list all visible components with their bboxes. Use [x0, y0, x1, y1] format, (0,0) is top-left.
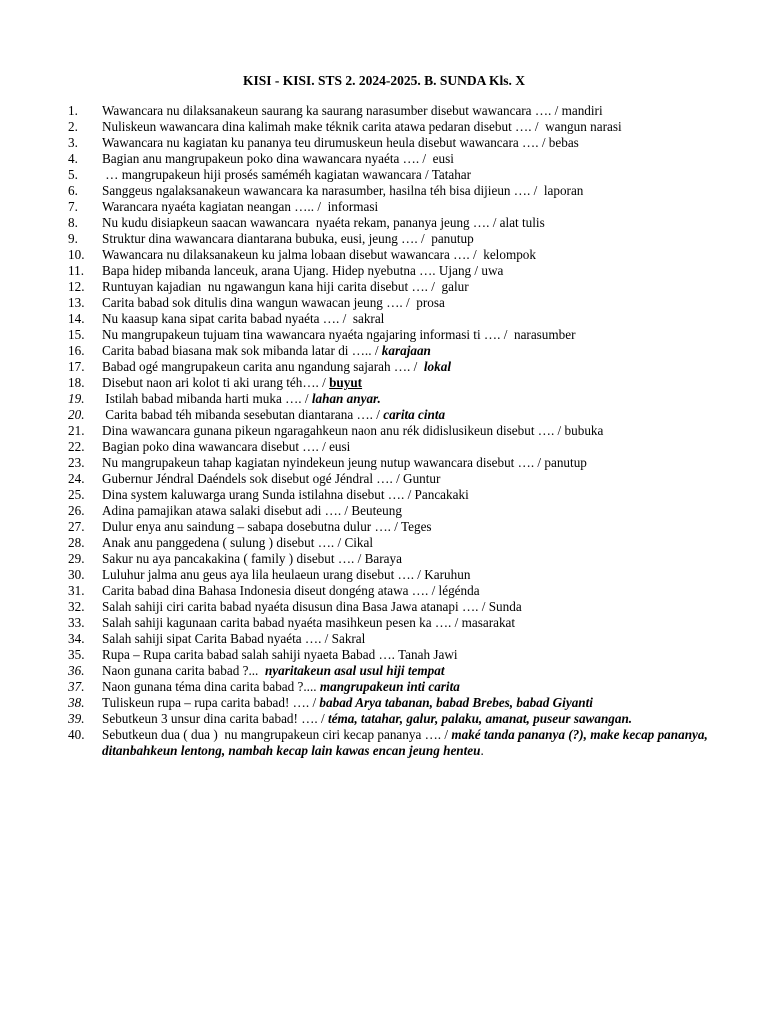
question-item	[0, 535, 768, 551]
question-item	[0, 663, 768, 679]
question-number: 10.	[68, 247, 85, 262]
question-item	[0, 375, 768, 391]
question-answer: prosa	[416, 295, 445, 310]
question-number: 39.	[68, 711, 85, 726]
question-number: 2.	[68, 119, 78, 134]
question-number: 22.	[68, 439, 85, 454]
question-text: Dulur enya anu saindung – sabapa dosebutna dulur …. /	[102, 519, 401, 534]
question-answer: bebas	[548, 135, 579, 150]
question-answer: galur	[441, 279, 469, 294]
question-number: 9.	[68, 231, 78, 246]
question-item	[0, 647, 768, 663]
question-text: Dina system kaluwarga urang Sunda istilahna disebut …. /	[102, 487, 415, 502]
question-item	[0, 471, 768, 487]
question-answer: babad Arya tabanan, babad Brebes, babad Giyanti	[319, 695, 593, 710]
question-answer: karajaan	[381, 343, 431, 358]
question-text: Naon gunana téma dina carita babad ?....	[102, 679, 320, 694]
question-answer: eusi	[329, 439, 351, 454]
question-text: Carita babad dina Bahasa Indonesia diseut dongéng atawa …. /	[102, 583, 439, 598]
question-text: Wawancara nu dilaksanakeun ku jalma lobaan disebut wawancara …. /	[102, 247, 484, 262]
question-answer: sakral	[352, 311, 385, 326]
question-number: 28.	[68, 535, 85, 550]
question-number: 23.	[68, 455, 85, 470]
question-answer: Pancakaki	[414, 487, 469, 502]
question-item	[0, 231, 768, 247]
question-item	[0, 711, 768, 727]
question-number: 13.	[68, 295, 85, 310]
question-text: Sebutkeun 3 unsur dina carita babad! …. /	[102, 711, 328, 726]
question-answer: téma, tatahar, galur, palaku, amanat, puseur sawangan.	[327, 711, 633, 726]
question-text: Sakur nu aya pancakakina ( family ) disebut …. /	[102, 551, 365, 566]
question-number: 16.	[68, 343, 85, 358]
question-answer: Baraya	[364, 551, 402, 566]
question-item	[0, 551, 768, 567]
question-answer: nyaritakeun asal usul hiji tempat	[264, 663, 445, 678]
question-item	[0, 519, 768, 535]
question-answer: lahan anyar.	[311, 391, 381, 406]
question-item	[0, 455, 768, 471]
question-number: 5.	[68, 167, 78, 182]
question-answer: Teges	[400, 519, 432, 534]
question-number: 18.	[68, 375, 85, 390]
question-number: 21.	[68, 423, 85, 438]
question-answer: mandiri	[561, 103, 603, 118]
question-number: 31.	[68, 583, 85, 598]
question-number: 33.	[68, 615, 85, 630]
question-answer: eusi	[432, 151, 454, 166]
question-answer: lokal	[423, 359, 451, 374]
question-number: 6.	[68, 183, 78, 198]
question-answer: Sakral	[331, 631, 366, 646]
question-item	[0, 279, 768, 295]
question-number: 26.	[68, 503, 85, 518]
question-item	[0, 695, 768, 711]
question-text: Gubernur Jéndral Daéndels sok disebut ogé Jéndral …. /	[102, 471, 404, 486]
question-answer: masarakat	[461, 615, 516, 630]
question-number: 38.	[68, 695, 85, 710]
question-text: Adina pamajikan atawa salaki disebut adi …. /	[102, 503, 352, 518]
question-number: 1.	[68, 103, 78, 118]
question-number: 35.	[68, 647, 85, 662]
question-answer: Tatahar	[431, 167, 472, 182]
question-item	[0, 119, 768, 135]
question-text: Nu kudu disiapkeun saacan wawancara nyaéta rekam, pananya jeung …. /	[102, 215, 500, 230]
question-item	[0, 599, 768, 615]
question-list	[0, 103, 768, 759]
question-text: Babad ogé mangrupakeun carita anu ngandung sajarah …. /	[102, 359, 424, 374]
question-text: Istilah babad mibanda harti muka …. /	[102, 391, 312, 406]
question-answer: panutup	[431, 231, 474, 246]
question-number: 25.	[68, 487, 85, 502]
question-item	[0, 247, 768, 263]
question-number: 34.	[68, 631, 85, 646]
question-number: 15.	[68, 327, 85, 342]
question-text: Nu mangrupakeun tahap kagiatan nyindekeun jeung nutup wawancara disebut …. /	[102, 455, 545, 470]
question-item	[0, 487, 768, 503]
question-item	[0, 199, 768, 215]
question-text: Struktur dina wawancara diantarana bubuka, eusi, jeung …. /	[102, 231, 432, 246]
question-number: 4.	[68, 151, 78, 166]
question-text: Sanggeus ngalaksanakeun wawancara ka narasumber, hasilna téh bisa dijieun …. /	[102, 183, 544, 198]
question-item	[0, 343, 768, 359]
question-item	[0, 135, 768, 151]
question-text: Wawancara nu dilaksanakeun saurang ka saurang narasumber disebut wawancara …. /	[102, 103, 562, 118]
question-text: Luluhur jalma anu geus aya lila heulaeun urang disebut …. /	[102, 567, 425, 582]
question-text: Carita babad téh mibanda sesebutan diantarana …. /	[102, 407, 384, 422]
question-item	[0, 423, 768, 439]
question-text: Wawancara nu kagiatan ku pananya teu dirumuskeun heula disebut wawancara …. /	[102, 135, 549, 150]
question-text: Tuliskeun rupa – rupa carita babad! …. /	[102, 695, 320, 710]
question-answer: mangrupakeun inti carita	[319, 679, 460, 694]
question-item	[0, 567, 768, 583]
question-item	[0, 727, 768, 759]
question-tail: .	[480, 743, 484, 758]
question-item	[0, 407, 768, 423]
question-number: 3.	[68, 135, 78, 150]
question-answer: Sunda	[488, 599, 522, 614]
question-number: 32.	[68, 599, 85, 614]
question-text: Warancara nyaéta kagiatan neangan ….. /	[102, 199, 328, 214]
question-answer: Guntur	[403, 471, 441, 486]
question-text: Salah sahiji kagunaan carita babad nyaéta masihkeun pesen ka …. /	[102, 615, 462, 630]
question-answer: Tanah Jawi	[398, 647, 458, 662]
question-answer: laporan	[543, 183, 584, 198]
question-answer: narasumber	[513, 327, 576, 342]
question-answer: informasi	[327, 199, 379, 214]
question-text: Bagian poko dina wawancara disebut …. /	[102, 439, 330, 454]
question-number: 8.	[68, 215, 78, 230]
question-text: Rupa – Rupa carita babad salah sahiji nyaeta Babad ….	[102, 647, 399, 662]
question-number: 24.	[68, 471, 85, 486]
question-item	[0, 151, 768, 167]
question-item	[0, 103, 768, 119]
question-answer: alat tulis	[499, 215, 545, 230]
question-number: 7.	[68, 199, 78, 214]
question-item	[0, 215, 768, 231]
question-answer: Beuteung	[351, 503, 402, 518]
question-number: 19.	[68, 391, 85, 406]
question-item	[0, 503, 768, 519]
question-answer: maké tanda pananya (?), make kecap pananya, ditanbahkeun lentong, nambah kecap lain kawas encan jeung henteu	[102, 727, 708, 758]
question-item	[0, 391, 768, 407]
question-text: Anak anu panggedena ( sulung ) disebut …. /	[102, 535, 345, 550]
question-text: Sebutkeun dua ( dua ) nu mangrupakeun ciri kecap pananya …. /	[102, 727, 452, 742]
question-text: Carita babad sok ditulis dina wangun wawacan jeung …. /	[102, 295, 417, 310]
question-text: Bapa hidep mibanda lanceuk, arana Ujang. Hidep nyebutna …. Ujang /	[102, 263, 482, 278]
question-number: 27.	[68, 519, 85, 534]
question-number: 30.	[68, 567, 85, 582]
question-number: 37.	[68, 679, 85, 694]
question-item	[0, 615, 768, 631]
question-answer: légénda	[438, 583, 480, 598]
question-item	[0, 359, 768, 375]
question-answer: bubuka	[564, 423, 604, 438]
question-item	[0, 295, 768, 311]
question-answer: Karuhun	[424, 567, 471, 582]
question-text: … mangrupakeun hiji prosés saméméh kagiatan wawancara /	[102, 167, 432, 182]
question-number: 17.	[68, 359, 85, 374]
question-text: Nu mangrupakeun tujuam tina wawancara nyaéta ngajaring informasi ti …. /	[102, 327, 514, 342]
question-item	[0, 631, 768, 647]
question-number: 40.	[68, 727, 85, 742]
question-item	[0, 583, 768, 599]
question-answer: buyut	[329, 375, 363, 390]
question-text: Bagian anu mangrupakeun poko dina wawancara nyaéta …. /	[102, 151, 433, 166]
question-number: 29.	[68, 551, 85, 566]
question-item	[0, 183, 768, 199]
question-number: 14.	[68, 311, 85, 326]
question-number: 11.	[68, 263, 84, 278]
question-text: Salah sahiji sipat Carita Babad nyaéta …. /	[102, 631, 332, 646]
question-answer: Cikal	[344, 535, 374, 550]
question-text: Carita babad biasana mak sok mibanda latar di ….. /	[102, 343, 382, 358]
question-text: Dina wawancara gunana pikeun ngaragahkeun naon anu rék didislusikeun disebut …. /	[102, 423, 565, 438]
question-item	[0, 311, 768, 327]
question-number: 20.	[68, 407, 85, 422]
question-text: Disebut naon ari kolot ti aki urang téh…. /	[102, 375, 330, 390]
question-number: 12.	[68, 279, 85, 294]
question-item	[0, 167, 768, 183]
page-title: KISI - KISI. STS 2. 2024-2025. B. SUNDA Kls. X	[242, 73, 526, 88]
question-item	[0, 439, 768, 455]
question-answer: carita cinta	[383, 407, 446, 422]
question-text: Nu kaasup kana sipat carita babad nyaéta …. /	[102, 311, 353, 326]
question-number: 36.	[68, 663, 85, 678]
question-text: Runtuyan kajadian nu ngawangun kana hiji carita disebut …. /	[102, 279, 442, 294]
question-text: Nuliskeun wawancara dina kalimah make téknik carita atawa pedaran disebut …. /	[102, 119, 546, 134]
question-text: Naon gunana carita babad ?...	[102, 663, 265, 678]
question-item	[0, 679, 768, 695]
question-answer: kelompok	[483, 247, 536, 262]
question-answer: uwa	[481, 263, 504, 278]
question-answer: wangun narasi	[545, 119, 622, 134]
question-item	[0, 327, 768, 343]
question-answer: panutup	[544, 455, 587, 470]
question-item	[0, 263, 768, 279]
question-text: Salah sahiji ciri carita babad nyaéta disusun dina Basa Jawa atanapi …. /	[102, 599, 489, 614]
